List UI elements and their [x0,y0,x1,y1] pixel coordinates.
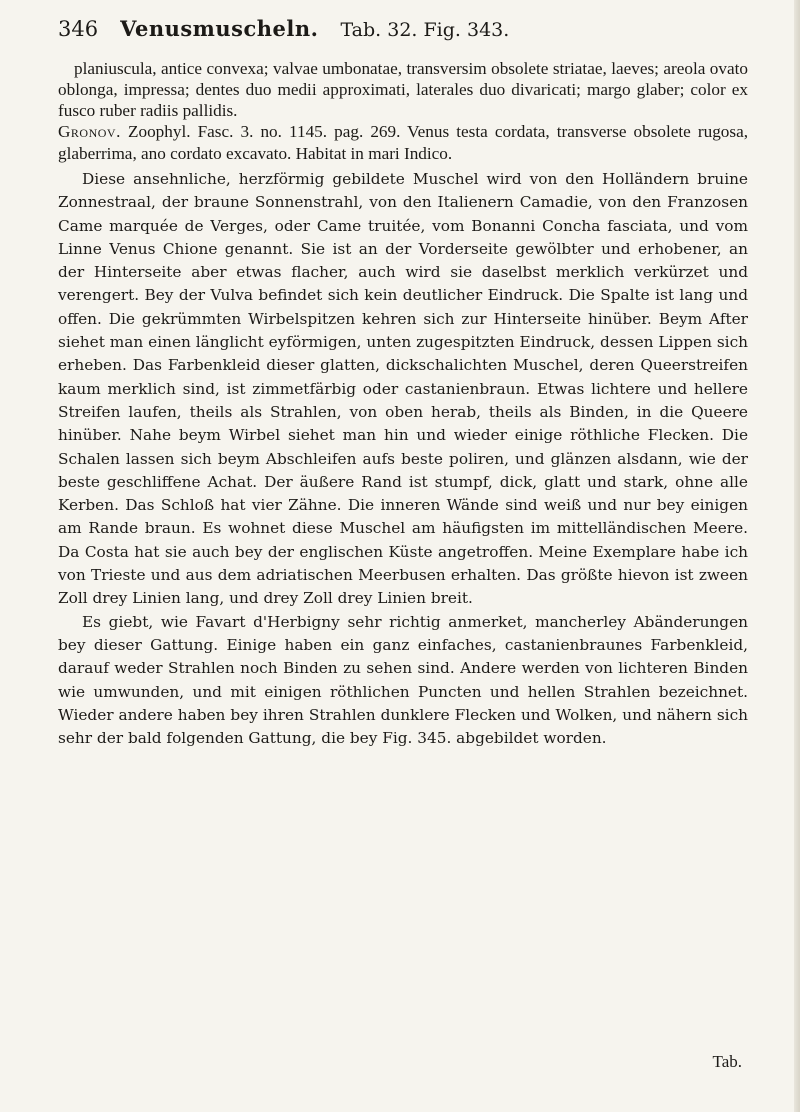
page-edge [794,0,800,1112]
citation-author: Gronov. [58,122,121,141]
running-title: Venusmuscheln. [120,16,319,41]
citation-text: Zoophyl. Fasc. 3. no. 1145. pag. 269. Venus testa cordata, transverse obsolete rugosa, glaberrima, ano cordato excavato. Habitat in mari Indico. [58,122,749,163]
gronov-citation [58,121,748,164]
plate-reference: Tab. 32. Fig. 343. [340,19,510,41]
page-header [58,16,738,50]
german-paragraph-2: Es giebt, wie Favart d'Herbigny sehr richtig anmerket, mancherley Abänderungen bey dieser Gattung. Einige haben ein ganz einfaches, castanienbraunes Farbenkleid, darauf weder Strahlen noch Binden zu sehen sind. Andere werden von lichteren Binden wie umwunden, und mit einigen röthlichen Puncten und hellen Strahlen bezeichnet. Wieder andere haben bey ihren Strahlen dunklere Flecken und Wolken, und nähern sich sehr der bald folgenden Gattung, die bey Fig. 345. abgebildet worden. [58,612,748,748]
latin-description: planiusculа, antice convexa; valvae umbonatae, transversim obsolete striatae, laeves; areola ovato oblonga, impressa; dentes duo medii approximati, laterales duo divaricati; margo glaber; color ex fusco ruber radiis pallidis. [58,59,748,120]
german-paragraph-1: Diese ansehnliche, herzförmig gebildete Muschel wird von den Holländern bruine Zonnestraal, der braune Sonnenstrahl, von den Italienern Camadie, von den Franzosen Came marquée de Verges, oder Came truitée, vom Bonanni Concha fasciata, und vom Linne Venus Chione genannt. Sie ist an der Vorderseite gewölbter und erhobener, an der Hinterseite aber etwas flacher, auch wird sie daselbst merklich verkürzet und verengert. Bey der Vulva befindet sich kein deutlicher Eindruck. Die Spalte ist lang und offen. Die gekrümmten Wirbelspitzen kehren sich zur Hinterseite hinüber. Beym After siehet man einen länglicht eyförmigen, unten zugespitzten Eindruck, dessen Lippen sich erheben. Das Farbenkleid dieser glatten, dickschalichten Muschel, deren Queerstreifen kaum merklich sind, ist zimmetfärbig oder castanienbraun. Etwas lichtere und hellere Streifen laufen, theils als Strahlen, von oben herab, theils als Binden, in die Queere hinüber. Nahe beym Wirbel siehet man hin und wieder einige röthliche Flecken. Die Schalen lassen sich beym Abschleifen aufs beste poliren, und glänzen alsdann, wie der beste geschliffene Achat. Der äußere Rand ist stumpf, dick, glatt und stark, ohne alle Kerben. Das Schloß hat vier Zähne. Die inneren Wände sind weiß und nur bey einigen am Rande braun. Es wohnet diese Muschel am häufigsten im mittelländischen Meere. Da Costa hat sie auch bey der englischen Küste angetroffen. Meine Exemplare habe ich von Trieste und aus dem adriatischen Meerbusen erhalten. Das größte hievon ist zween Zoll drey Linien lang, und drey Zoll drey Linien breit. [58,170,748,608]
page-number: 346 [58,17,99,41]
catchword: Tab. [712,1052,742,1071]
body-text [58,58,748,750]
